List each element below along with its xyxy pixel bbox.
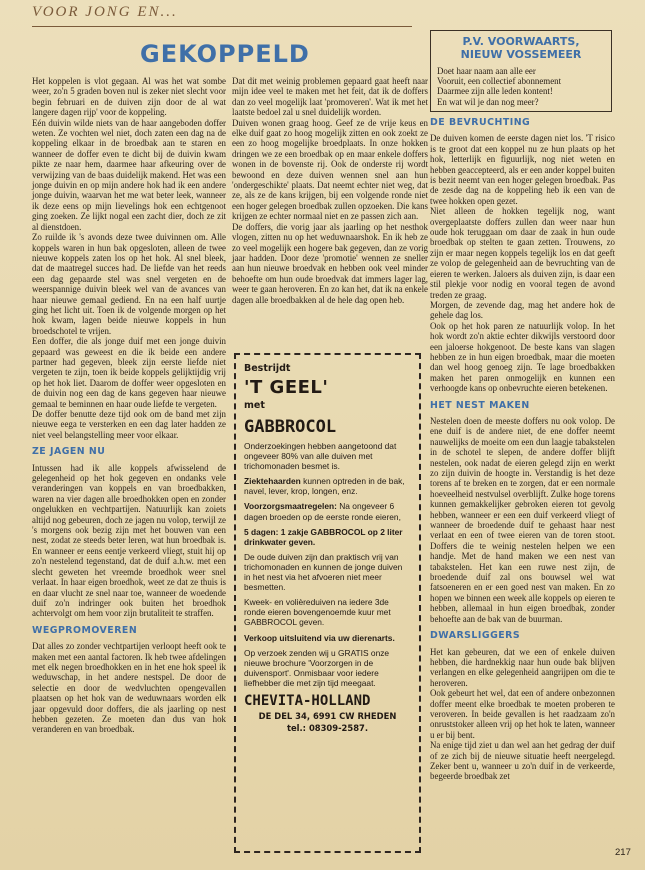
section-heading: DE BEVRUCHTING [430, 117, 531, 128]
paragraph: Eén duivin wilde niets van de haar aangeboden doffer weten. Ze vochten wel niet, doch zaten een dag na de koppeling elkaar in de broedbak aan te staren en wanneer de doffer even te dicht bij de duivin kwam pikte ze naar hem, daarmee haar afkeuring over de verwijzing van de baas duidelijk makend. Het was een jonge duivin en op mijn andere hok had ik een andere jonge duivin, waarvan het me wat beter leek, wanneer ik deze eens op mijn lievelings hok een echtgenoot ging zoeken. Ze lijkt nogal een zacht dier, doch ze zit al dienstdoen. [32, 117, 226, 232]
ad-brochure: Op verzoek zenden wij u GRATIS onze nieuwe brochure 'Voorzorgen in de duivensport'. Onmisbaar voor iedere liefhebber die met zijn tijd meegaat. [244, 647, 390, 688]
paragraph: Ook op het hok paren ze natuurlijk volop. In het hok wordt zo'n aktie echter dikwijls verstoord door een jaloerse hokgenoot. De beste kans van slagen hebben ze in hun eigen broedbak, maar die moeten dan wel hoog genoeg zijn. Te lage broedbakken maken het paren onmogelijk en kunnen een verhoogde kans op onbevruchte eieren betekenen. [430, 320, 615, 394]
ad-phone: tel.: 08309-2587. [286, 723, 369, 734]
pv-title-line2: NIEUW VOSSEMEER [460, 48, 582, 61]
ad-diseases-label: Ziektehaarden [244, 476, 301, 487]
ad-address: DE DEL 34, 6991 CW RHEDEN [258, 710, 397, 721]
paragraph: Dat dit met weinig problemen gepaard gaat heeft naar mijn idee veel te maken met het feit, dat ik de doffers dan zo veel mogelijk laat 'promoveren'. Wat ik met het laatste bedoel zal u snel duidelijk worden. [232, 76, 428, 118]
paragraph: Ook gebeurt het wel, dat een of andere onbezonnen doffer meent elke broedbak te moeten proberen te veroveren. In beide gevallen is het raadzaam zo'n onruststoker alleen vrij op het hok te laten, wanneer u er bij bent. [430, 688, 615, 740]
pv-line: Vooruit, een collectief abonnement [437, 76, 562, 87]
paragraph: Het kan gebeuren, dat we een of enkele duiven hebben, die hardnekkig naar hun oude bak blijven verlangen en elke gelegenheid aangrijpen om die te heroveren. [430, 646, 615, 688]
ad-bestrijdt: Bestrijdt [244, 363, 291, 374]
paragraph: Morgen, de zevende dag, mag het andere hok de gehele dag los. [430, 299, 615, 321]
paragraph: Na enige tijd ziet u dan wel aan het gedrag der duif of ze zich bij de nieuwe situatie heeft neergelegd. Zeker bent u, wanneer u zo'n duif in de verkeerde, begeerde broedbak zet [430, 740, 615, 782]
paragraph: Intussen had ik alle koppels afwisselend de gelegenheid op het hok gegeven en ondanks vele veranderingen van koppels en van broedbakken, waren na vier dagen alle broedhokken open en zonder ongelukken en vechtpartijen. Natuurlijk kan zoiets altijd nog gebeuren, doch ze jagen nu volop, terwijl ze 's morgens ook bezig zijn met het bouwen van een nest, zodat ze steeds beter leren, wat hun broedbak is. En wanneer er eens eentje verkeerd vliegt, stuit hij op zo'n nestelend tegenstand, dat de duif a.h.w. met een slecht geweten het vreemde broedhok weer snel verlaat. In haar eigen broedhok, weet ze dat ze thuis is en daar vlucht ze snel naar toe, wanneer de woedende duif zo'n indringer ook buiten het broedhok achtervolgt om hem voor zijn brutaliteit te straffen. [32, 462, 226, 619]
ad-met: met [244, 400, 265, 411]
article-column-3 [430, 118, 615, 782]
article-column-2 [232, 76, 428, 305]
section-heading: HET NEST MAKEN [430, 399, 530, 411]
paragraph: Niet alleen de hokken tegelijk nog, want overgeplaatste doffers zullen dan weer naar hun oude hok teruggaan om daar de zaak in hun oude broedbak op stelten te gaan zetten. Trouwens, zo zijn er maar negen koppels tegelijk los en dat geeft ze volop de gelegenheid aan de bevruchting van de eieren te werken. Jaloers als duiven zijn, is daar een stil plekje voor nodig en vooral tegen de avond treden ze graag. [430, 206, 615, 300]
pv-line: Doet haar naam aan alle eer [437, 66, 536, 76]
ad-research: Onderzoekingen hebben aangetoond dat ongeveer 80% van alle duiven met trichomonaden besmet is. [244, 441, 397, 472]
section-heading: DWARSLIGGERS [430, 630, 521, 642]
ad-company: CHEVITA-HOLLAND [244, 692, 371, 709]
ad-sale: Verkoop uitsluitend via uw dierenarts. [244, 632, 395, 643]
section-heading: WEGPROMOVEREN [32, 624, 138, 636]
pv-line: En wat wil je dan nog meer? [437, 96, 539, 107]
ad-product-name: GABBROCOL [244, 417, 337, 437]
pv-line: Daarmee zijn alle leden kontent! [437, 86, 553, 97]
ad-parents: De oude duiven zijn dan praktisch vrij van trichomonaden en kunnen de jonge duiven in het nest via het afvoeren niet meer besmetten. [244, 551, 403, 593]
ad-prevention-label: Voorzorgsmaatregelen: [244, 501, 337, 512]
paragraph: Zo ruilde ik 's avonds deze twee duivinnen om. Alle koppels waren in hun bak opgesloten, alleen de twee nieuwe koppels zaten los op het hok. Al snel bleek, dat de maatregel succes had. De liefde van het reeds een dag gepaarde stel was snel vergeten en de weerspannige duivin bleek wel van de avances van haar nieuwe gemaal gediend. En na een half uurtje ging het licht uit. Toen ik de volgende morgen op het hok kwam, lagen beide nieuwe koppels in hun broedschotel te vrijen. [32, 232, 226, 336]
section-heading: ZE JAGEN NU [32, 446, 106, 458]
paragraph: Een doffer, die als jonge duif met een jonge duivin gepaard was geweest en die ik beide een andere partner had gegeven, bleek zijn eerste liefde niet vergeten te zijn, toen ik beide koppels gelijktijdig vrij op het hok liet. Daarom de doffer weer opgesloten en de duivin nog een dag de kans gegeven haar nieuwe gemaal te beminnen en haar oude liefde te vergeten. [32, 336, 226, 409]
paragraph: De doffers, die vorig jaar als jaarling op het nesthok vlogen, zitten nu op het weduwnaarshok. En ik heb ze zo veel mogelijk een hogere bak gegeven, dan ze vorig jaar hadden. Door deze 'promotie' wennen ze sneller aan hun nieuwe broedvak en hebben ook veel minder behoefte om hun oude broedvak dat immers lager lag, weer te gaan heroveren. En zo kan het, dat ik na enkele dagen alle broedbakken al de hele dag open heb. [232, 221, 428, 305]
paragraph: De doffer benutte deze tijd ook om de band met zijn nieuwe eega te versterken en een dag later hadden ze niet veel belangstelling meer voor elkaar. [32, 409, 226, 440]
ad-breeding: Kweek- en volièreduiven na iedere 3de ronde eieren bovengenoemde kuur met GABBROCOL geven. [244, 597, 391, 628]
ad-prevention-text: Na ongeveer 6 dagen broeden op de eerste ronde eieren, [244, 501, 401, 522]
pv-title-line1: P.V. VOORWAARTS, [462, 35, 580, 48]
article-column-1 [32, 76, 226, 735]
ad-diseases [244, 476, 411, 496]
ad-dosage: 5 dagen: 1 zakje GABBROCOL op 2 liter drinkwater geven. [244, 526, 403, 547]
gabbrocol-advertisement [234, 353, 421, 853]
paragraph: Dat alles zo zonder vechtpartijen verloopt heeft ook te maken met een aantal factoren. Ik heb twee afdelingen met elk negen broedhokken en in het ene hok speel ik weduwschap, in het andere nestspel. De door de selectie en door de wedvluchten opengevallen plaatsen op het hok van de weduwnaars worden elk jaar opgevuld door doffers, die als jaarling op nest hebben gezeten. Ze moeten dan dus van hok veranderen en van broedbak. [32, 641, 226, 735]
ad-brand: 'T GEEL' [244, 377, 329, 398]
paragraph: Het koppelen is vlot gegaan. Al was het wat sombe weer, zo'n 5 graden boven nul is zeker niet slecht voor begin februari en de duiven zijn door de al wat langere dagen rijp' voor de koppeling. [32, 76, 226, 118]
paragraph: Nestelen doen de meeste doffers nu ook volop. De ene duif is de andere niet, de ene doffer neemt nauwelijks de moeite om een dun laagje tabakstelen in de schotel te slepen, de andere doffer blijft nestelen, ook nadat de eieren gelegd zijn en werkt zo zijn duivin de hoogte in. Verstandig is het deze torens af te breken en te zorgen, dat er een normale hoeveelheid nestvulsel overblijft. Zulke hoge torens kunnen gemakkelijker gebroken eieren tot gevolg hebben, wanneer er een een duif verkeerd vliegt of wanneer de broedende duif te gehaast haar nest verlaat en een of twee eieren van de toren stoot. Doffers die te weinig nestelen helpen we een handje. Met de hand maken we een nest van tabakstelen. Het kan een ruwe nest zijn, de broedende duif zal ons bouwsel wel wat fatsoeneren en er een goed nest van maken. En zo hopen we binnen een week alle koppels op eieren te hebben, allemaal in hun eigen broedbak, zonder behoefte aan de bak van de buurman. [430, 415, 615, 624]
pv-voorwaarts-box [430, 30, 612, 112]
paragraph: Duiven wonen graag hoog. Geef ze de vrije keus en elke duif gaat zo hoog mogelijk zitten en ook zoekt ze een zo hoog mogelijke broedplaats. In onze hokken dringen we ze een broedbak op en maar enkele doffers wonen in de bovenste rij. Ook de onderste rij wordt bewoond en deze duiven wennen snel aan hun 'ondergeschikte' plaats. Dat neemt echter niet weg, dat ze, als ze de kans krijgen, bij een volgende ronde niet een hoger gelegen broedbak zullen opzoeken. Die kans krijgen ze echter normaal niet en ze passen zich aan. [232, 117, 428, 222]
paragraph: De duiven komen de eerste dagen niet los. 'T risico is te groot dat een koppel nu ze hun plaats op het hok, letterlijk en figuurlijk, nog niet weten en hebben geaccepteerd, als er een ander koppel buiten is bezit neemt van een hoger gelegen broedbak. Pas de zesde dag na de koppeling heb ik een van de twee hokken open gezet. [430, 133, 615, 206]
pv-body [437, 66, 605, 107]
article-headline: GEKOPPELD [140, 40, 310, 68]
page-number: 217 [615, 847, 631, 858]
series-title: VOOR JONG EN... [32, 4, 412, 27]
ad-prevention [244, 501, 411, 521]
ad-diseases-text: kunnen optreden in de bak, navel, lever, krop, longen, enz. [244, 476, 405, 497]
